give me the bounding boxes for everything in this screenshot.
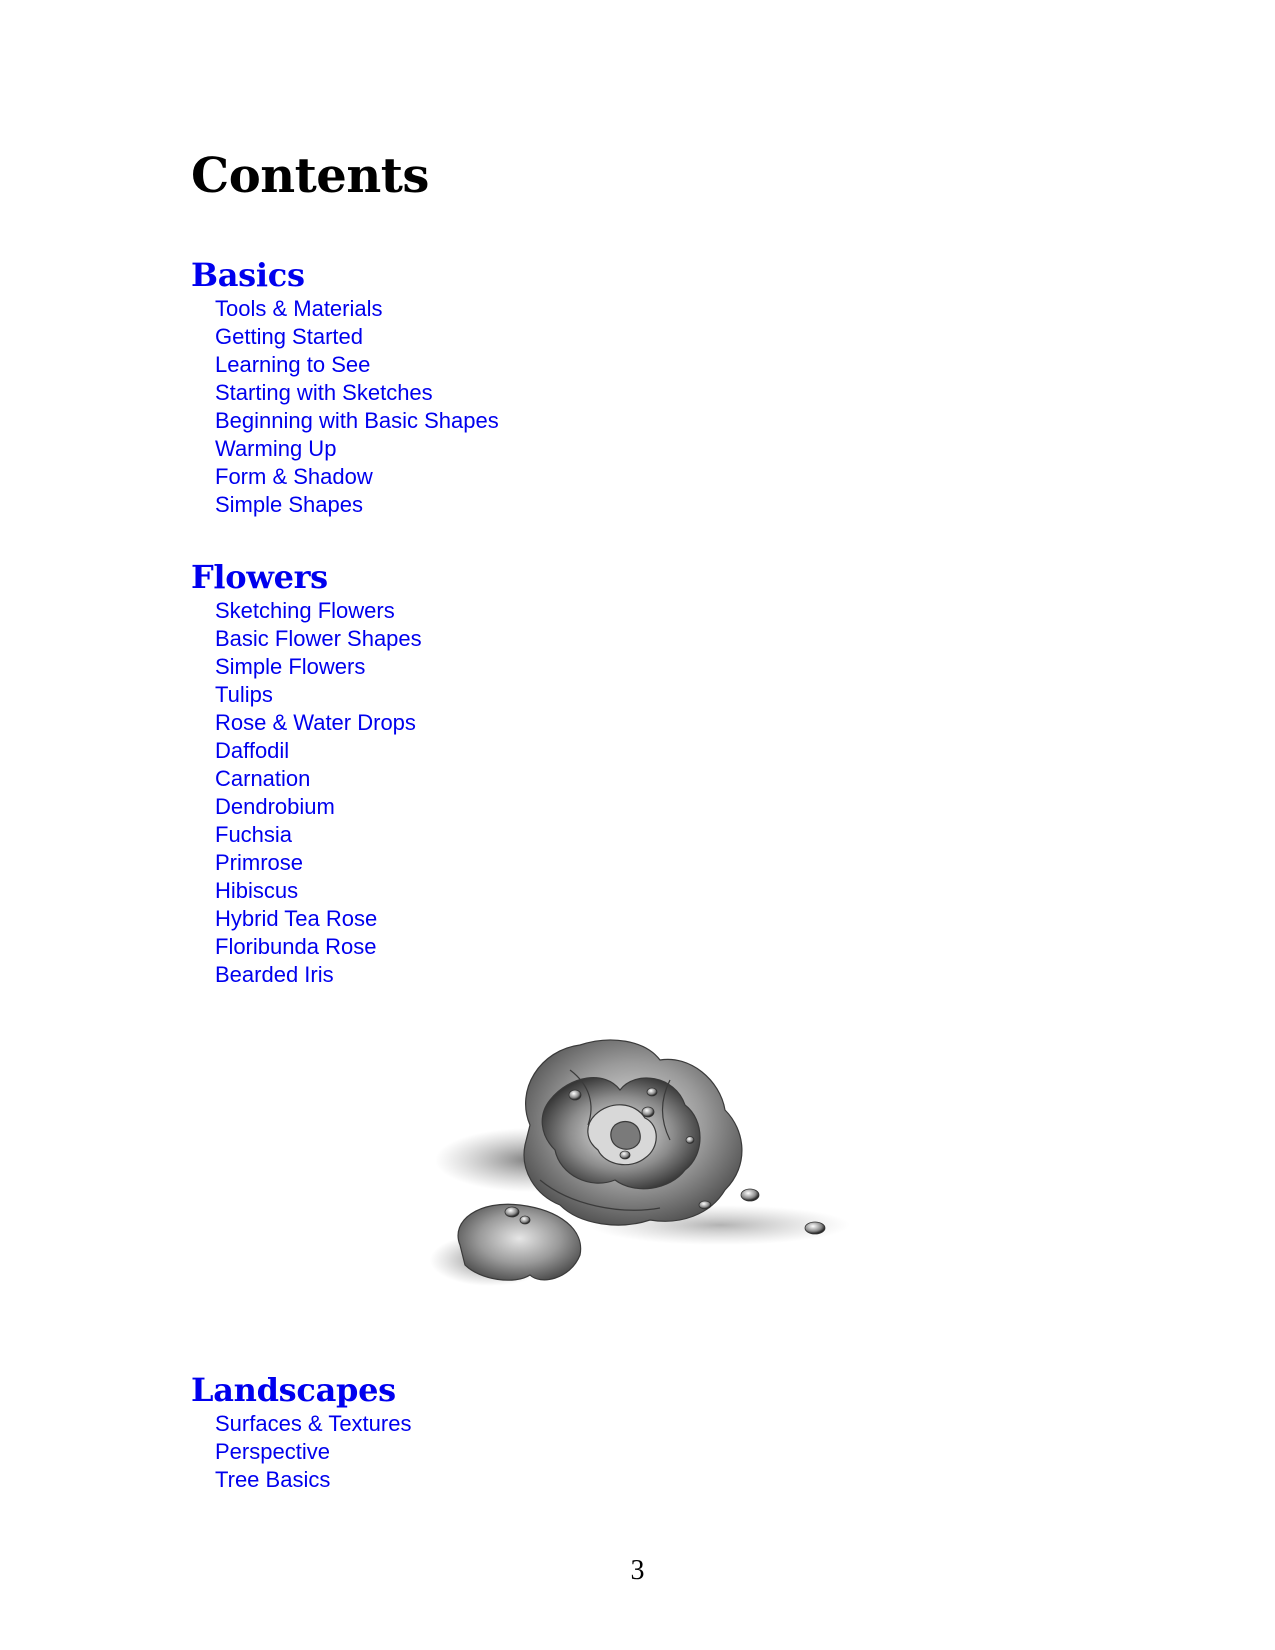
section-heading-basics[interactable]: Basics bbox=[191, 256, 305, 294]
toc-link-hybrid-tea-rose[interactable]: Hybrid Tea Rose bbox=[215, 906, 378, 931]
toc-link-bearded-iris[interactable]: Bearded Iris bbox=[215, 962, 334, 987]
rose-illustration bbox=[420, 1030, 860, 1330]
toc-link-form-shadow[interactable]: Form & Shadow bbox=[215, 464, 373, 489]
toc-link-floribunda-rose[interactable]: Floribunda Rose bbox=[215, 934, 377, 959]
toc-link-simple-flowers[interactable]: Simple Flowers bbox=[215, 654, 366, 679]
toc-list-basics bbox=[191, 295, 499, 519]
page-title: Contents bbox=[191, 148, 429, 204]
toc-list-landscapes bbox=[191, 1410, 411, 1494]
page-number: 3 bbox=[630, 1555, 645, 1586]
toc-section-landscapes bbox=[191, 1370, 411, 1494]
toc-link-perspective[interactable]: Perspective bbox=[215, 1439, 330, 1464]
rose-head bbox=[524, 1040, 742, 1225]
toc-link-hibiscus[interactable]: Hibiscus bbox=[215, 878, 299, 903]
section-heading-landscapes[interactable]: Landscapes bbox=[191, 1371, 396, 1409]
toc-link-carnation[interactable]: Carnation bbox=[215, 766, 311, 791]
toc-link-learning-to-see[interactable]: Learning to See bbox=[215, 352, 371, 377]
toc-link-beginning-basic-shapes[interactable]: Beginning with Basic Shapes bbox=[215, 408, 499, 433]
toc-link-tools-materials[interactable]: Tools & Materials bbox=[215, 296, 383, 321]
fallen-petal bbox=[458, 1204, 581, 1280]
toc-link-fuchsia[interactable]: Fuchsia bbox=[215, 822, 293, 847]
toc-section-basics bbox=[191, 255, 499, 519]
toc-link-basic-flower-shapes[interactable]: Basic Flower Shapes bbox=[215, 626, 422, 651]
section-heading-flowers[interactable]: Flowers bbox=[191, 558, 328, 596]
toc-link-simple-shapes[interactable]: Simple Shapes bbox=[215, 492, 363, 517]
toc-link-rose-water-drops[interactable]: Rose & Water Drops bbox=[215, 710, 416, 735]
toc-link-starting-with-sketches[interactable]: Starting with Sketches bbox=[215, 380, 433, 405]
toc-link-warming-up[interactable]: Warming Up bbox=[215, 436, 337, 461]
toc-link-dendrobium[interactable]: Dendrobium bbox=[215, 794, 335, 819]
toc-list-flowers bbox=[191, 597, 422, 989]
toc-link-daffodil[interactable]: Daffodil bbox=[215, 738, 290, 763]
toc-link-surfaces-textures[interactable]: Surfaces & Textures bbox=[215, 1411, 412, 1436]
toc-section-flowers bbox=[191, 557, 422, 989]
toc-link-getting-started[interactable]: Getting Started bbox=[215, 324, 363, 349]
toc-link-tree-basics[interactable]: Tree Basics bbox=[215, 1467, 331, 1492]
toc-link-tulips[interactable]: Tulips bbox=[215, 682, 273, 707]
toc-link-sketching-flowers[interactable]: Sketching Flowers bbox=[215, 598, 395, 623]
toc-link-primrose[interactable]: Primrose bbox=[215, 850, 304, 875]
